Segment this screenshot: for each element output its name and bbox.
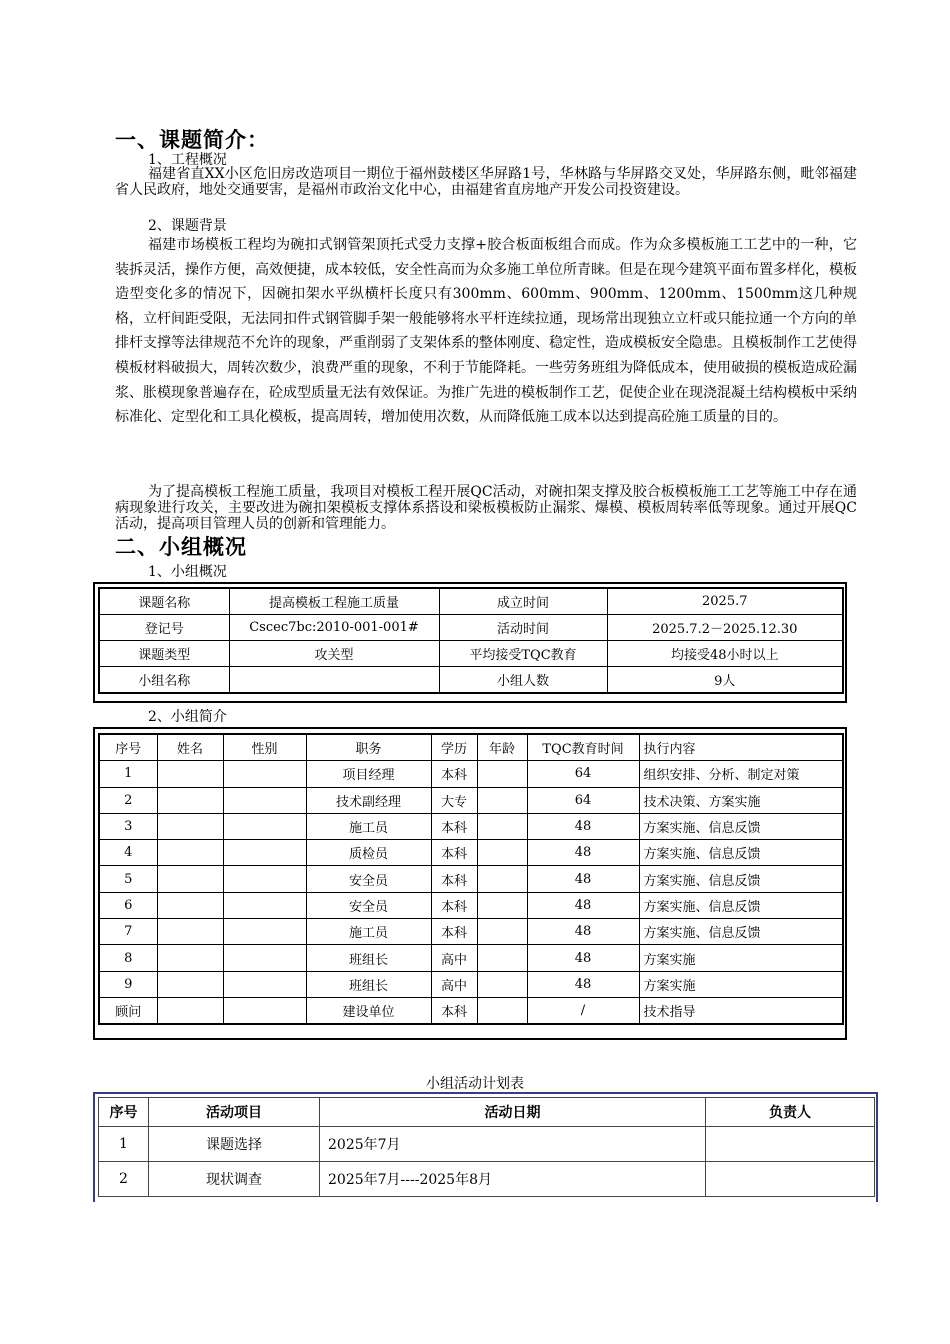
overview-value: 2025.7 [607,588,843,615]
members-cell: 方案实施、信息反馈 [639,866,843,892]
members-table [98,733,844,1025]
members-cell: 本科 [431,866,477,892]
members-header-cell: 职务 [306,734,431,761]
plan-table [98,1097,875,1197]
plan-cell: 2 [99,1162,149,1197]
overview-value: 提高模板工程施工质量 [229,588,439,615]
members-cell: 本科 [431,919,477,945]
members-cell [223,997,306,1024]
members-header-cell: TQC教育时间 [527,734,639,761]
plan-cell: 现状调查 [149,1162,320,1197]
overview-value: 2025.7.2－2025.12.30 [607,615,843,641]
members-cell: 班组长 [306,971,431,997]
plan-row [99,1127,875,1162]
members-cell: 高中 [431,945,477,971]
overview-value: 攻关型 [229,641,439,667]
members-header-cell: 序号 [99,734,157,761]
members-cell: 技术副经理 [306,787,431,813]
members-cell [223,787,306,813]
members-cell: 本科 [431,892,477,918]
overview-label: 平均接受TQC教育 [439,641,607,667]
overview-label: 成立时间 [439,588,607,615]
plan-header-cell: 活动项目 [149,1098,320,1127]
members-row [99,866,843,892]
overview-label: 小组人数 [439,667,607,694]
members-cell: 64 [527,787,639,813]
plan-cell: 2025年7月----2025年8月 [320,1162,706,1197]
members-cell [157,997,223,1024]
overview-row [99,615,843,641]
members-row [99,787,843,813]
overview-row [99,667,843,694]
members-cell: 方案实施 [639,971,843,997]
members-cell: 8 [99,945,157,971]
members-cell: 5 [99,866,157,892]
members-header-cell: 性别 [223,734,306,761]
members-cell [157,866,223,892]
members-cell: 64 [527,761,639,787]
members-cell: 48 [527,840,639,866]
section1-para3: 为了提高模板工程施工质量，我项目对模板工程开展QC活动，对碗扣架支撑及胶合板模板施工工艺等施工中存在通病现象进行攻关，主要改进为碗扣架模板支撑体系搭设和梁板模板防止漏浆、爆模、模板周转率低等现象。通过开展QC活动，提高项目管理人员的创新和管理能力。 [115,484,857,532]
members-cell [157,813,223,839]
members-cell: 方案实施、信息反馈 [639,919,843,945]
overview-value: 均接受48小时以上 [607,641,843,667]
members-cell [157,919,223,945]
overview-row [99,588,843,615]
members-cell [477,787,527,813]
members-cell [477,813,527,839]
section1-sub2: 2、课题背景 [148,218,227,234]
section1-sub1: 1、工程概况 [148,152,227,168]
members-cell: 48 [527,813,639,839]
members-header-cell: 年龄 [477,734,527,761]
members-cell: 1 [99,761,157,787]
overview-label: 小组名称 [99,667,229,694]
members-cell: 2 [99,787,157,813]
section1-para2: 福建市场模板工程均为碗扣式钢管架顶托式受力支撑+胶合板面板组合而成。作为众多模板施工工艺中的一种，它装拆灵活，操作方便，高效便捷，成本较低，安全性高而为众多施工单位所青睐。但是在现今建筑平面布置多样化，模板造型变化多的情况下，因碗扣架水平纵横杆长度只有300mm、600mm、900mm、1200mm、1500mm这几种规格，立杆间距受限，无法同扣件式钢管脚手架一般能够将水平杆连续拉通，现场常出现独立立杆或只能拉通一个方向的单排杆支撑等法律规范不允许的现象，严重削弱了支架体系的整体刚度、稳定性，造成模板安全隐患。且模板制作工艺使得模板材料破损大，周转次数少，浪费严重的现象，不利于节能降耗。一些劳务班组为降低成本，使用破损的模板造成砼漏浆、胀模现象普遍存在，砼成型质量无法有效保证。为推广先进的模板制作工艺，促使企业在现浇混凝土结构模板中采纳标准化、定型化和工具化模板，提高周转，增加使用次数，从而降低施工成本以达到提高砼施工质量的目的。 [115,237,857,426]
section1-para1: 福建省直XX小区危旧房改造项目一期位于福州鼓楼区华屏路1号，华林路与华屏路交叉处，华屏路东侧，毗邻福建省人民政府，地处交通要害，是福州市政治文化中心，由福建省直房地产开发公司投资建设。 [115,166,857,198]
members-cell: 技术决策、方案实施 [639,787,843,813]
members-cell [223,813,306,839]
members-cell: 本科 [431,813,477,839]
members-cell: 质检员 [306,840,431,866]
members-cell: 方案实施、信息反馈 [639,892,843,918]
members-cell: 本科 [431,840,477,866]
members-cell [477,892,527,918]
members-cell: 48 [527,945,639,971]
members-row [99,997,843,1024]
members-row [99,945,843,971]
members-cell: 项目经理 [306,761,431,787]
members-cell: 方案实施、信息反馈 [639,840,843,866]
members-cell [477,761,527,787]
overview-label: 课题名称 [99,588,229,615]
members-row [99,919,843,945]
overview-value: Cscec7bc:2010-001-001# [229,615,439,641]
section2-sub1: 1、小组概况 [148,564,227,580]
plan-cell: 2025年7月 [320,1127,706,1162]
members-header-row [99,734,843,761]
members-cell: 7 [99,919,157,945]
plan-header-cell: 活动日期 [320,1098,706,1127]
members-row [99,813,843,839]
members-cell: 施工员 [306,919,431,945]
members-cell: 组织安排、分析、制定对策 [639,761,843,787]
members-header-cell: 执行内容 [639,734,843,761]
members-cell: 本科 [431,997,477,1024]
section2-title: 二、小组概况 [115,535,247,559]
members-cell: 48 [527,892,639,918]
members-cell: 48 [527,866,639,892]
members-header-cell: 学历 [431,734,477,761]
members-cell: 班组长 [306,945,431,971]
members-cell [223,945,306,971]
members-cell [477,866,527,892]
plan-cell: 1 [99,1127,149,1162]
members-cell: 安全员 [306,866,431,892]
members-cell [477,971,527,997]
overview-table [98,587,844,694]
members-cell: 3 [99,813,157,839]
plan-cell [706,1127,875,1162]
members-cell [477,919,527,945]
members-cell [157,945,223,971]
members-row [99,892,843,918]
members-cell: 6 [99,892,157,918]
plan-header-cell: 序号 [99,1098,149,1127]
members-cell [157,971,223,997]
members-row [99,840,843,866]
members-cell: 方案实施 [639,945,843,971]
members-cell [477,945,527,971]
overview-value: 9人 [607,667,843,694]
section2-sub2: 2、小组简介 [148,709,227,725]
members-cell: 建设单位 [306,997,431,1024]
members-cell [157,787,223,813]
overview-label: 活动时间 [439,615,607,641]
members-cell: 4 [99,840,157,866]
members-cell [477,840,527,866]
members-cell [157,761,223,787]
members-header-cell: 姓名 [157,734,223,761]
overview-label: 登记号 [99,615,229,641]
plan-row [99,1162,875,1197]
plan-cell: 课题选择 [149,1127,320,1162]
members-cell: 48 [527,971,639,997]
members-cell: 安全员 [306,892,431,918]
overview-value [229,667,439,694]
members-cell [477,997,527,1024]
members-cell [223,892,306,918]
members-cell: 9 [99,971,157,997]
members-cell: 高中 [431,971,477,997]
members-row [99,971,843,997]
members-cell: 方案实施、信息反馈 [639,813,843,839]
plan-caption: 小组活动计划表 [426,1076,524,1092]
members-cell: / [527,997,639,1024]
members-cell: 顾问 [99,997,157,1024]
members-cell [223,919,306,945]
members-cell [223,761,306,787]
section1-title: 一、课题简介： [115,128,269,152]
members-cell [223,866,306,892]
members-cell [157,840,223,866]
members-cell: 大专 [431,787,477,813]
members-cell: 技术指导 [639,997,843,1024]
members-row [99,761,843,787]
members-cell: 本科 [431,761,477,787]
members-cell [157,892,223,918]
members-cell [223,840,306,866]
overview-label: 课题类型 [99,641,229,667]
plan-cell [706,1162,875,1197]
overview-row [99,641,843,667]
plan-header-row [99,1098,875,1127]
members-cell [223,971,306,997]
members-cell: 施工员 [306,813,431,839]
plan-header-cell: 负责人 [706,1098,875,1127]
members-cell: 48 [527,919,639,945]
